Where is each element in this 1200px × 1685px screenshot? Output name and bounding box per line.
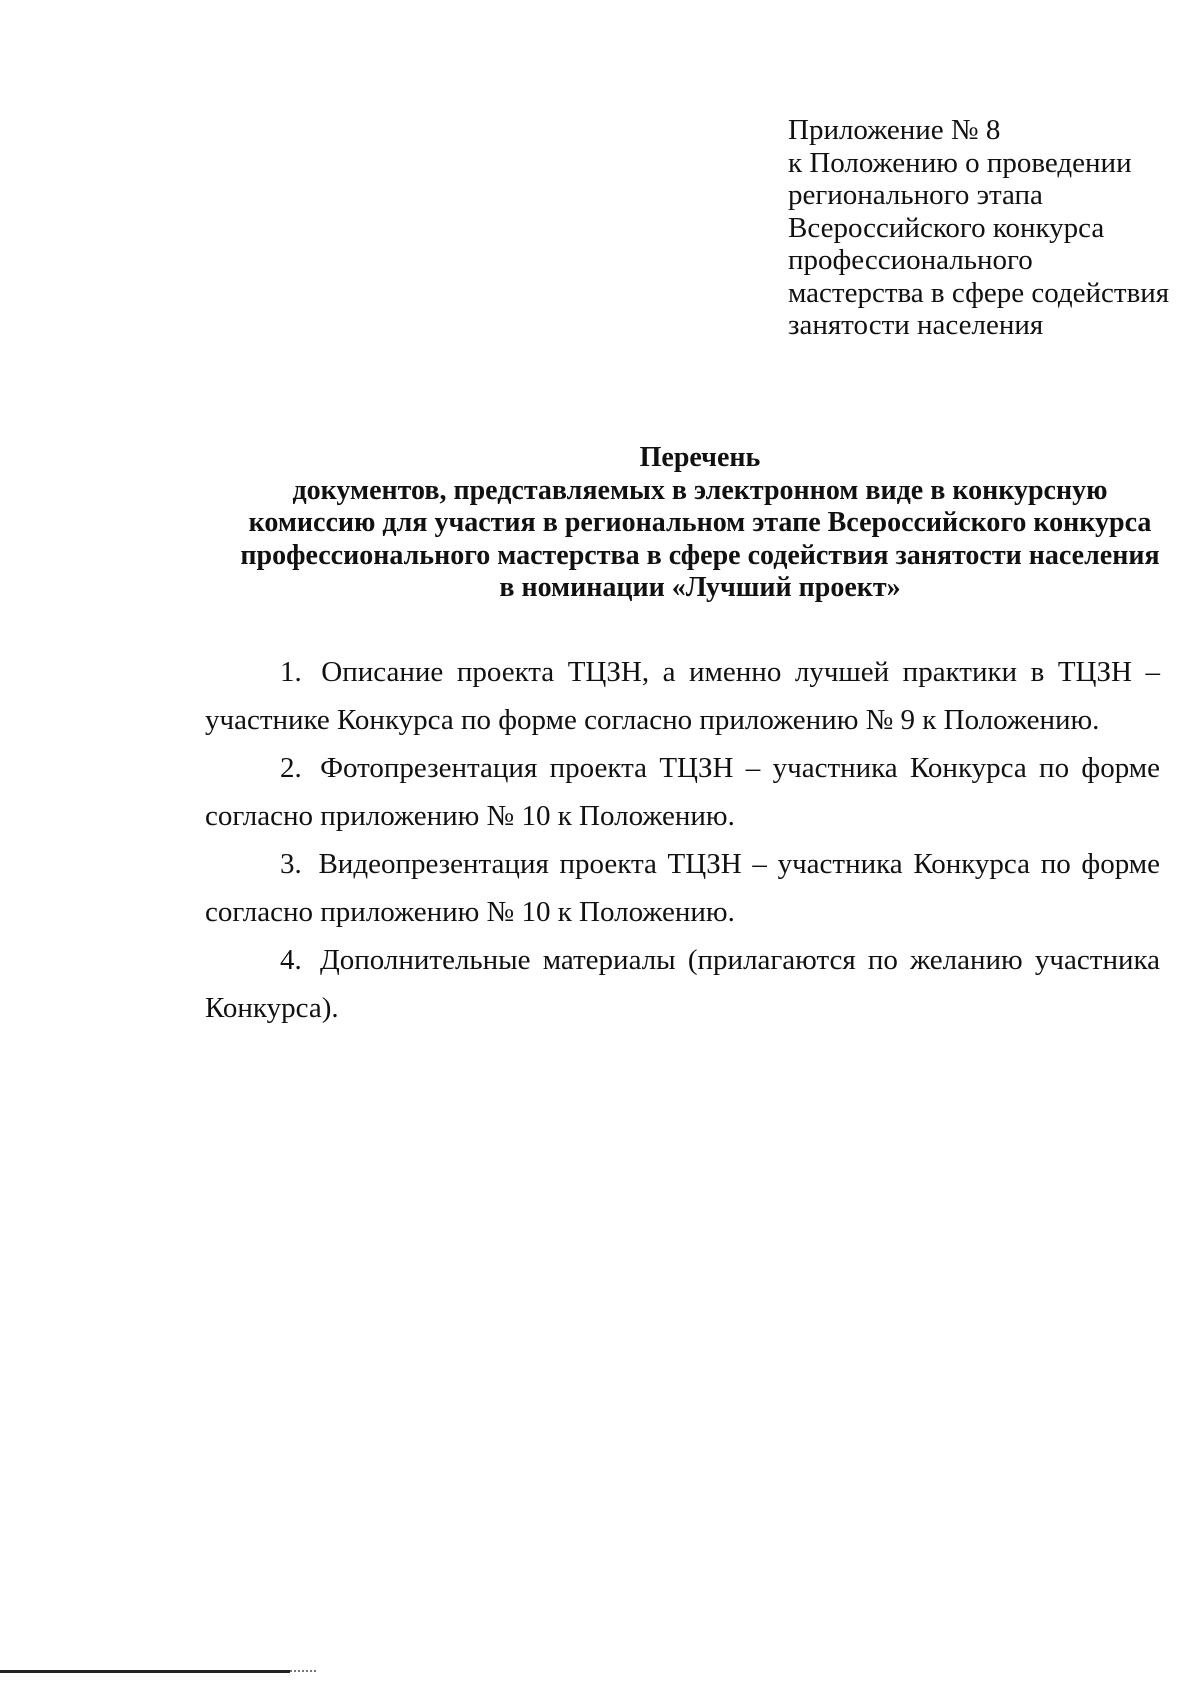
appendix-line: к Положению о проведении <box>788 146 1132 179</box>
appendix-line: Всероссийского конкурса <box>788 211 1105 244</box>
heading-line: документов, представляемых в электронном виде в конкурсную <box>292 474 1108 506</box>
list-item <box>205 648 1160 744</box>
list-item <box>205 744 1160 840</box>
item-number: 2. <box>280 752 302 784</box>
item-number: 1. <box>280 656 302 688</box>
item-number: 4. <box>280 944 302 976</box>
document-list <box>205 648 1160 1032</box>
item-number: 3. <box>280 848 302 880</box>
item-text: Дополнительные материалы (прилагаются по желанию участника Конкурса). <box>205 944 1160 1024</box>
heading-line: в номинации «Лучший проект» <box>499 572 901 603</box>
appendix-line: мастерства в сфере содействия <box>788 276 1170 309</box>
appendix-reference <box>788 114 1188 342</box>
appendix-line: профессионального <box>788 244 1033 276</box>
footer-divider <box>0 1670 290 1673</box>
document-heading <box>185 442 1200 605</box>
appendix-line: регионального этапа <box>788 179 1043 211</box>
appendix-line: Приложение № 8 <box>788 114 1001 146</box>
heading-title: Перечень <box>639 442 761 473</box>
item-text: Видеопрезентация проекта ТЦЗН – участника Конкурса по форме согласно приложению № 10 к Положению. <box>205 848 1161 928</box>
list-item <box>205 840 1160 936</box>
heading-line: комиссию для участия в региональном этапе Всероссийского конкурса <box>248 507 1152 538</box>
list-item <box>205 936 1160 1032</box>
item-text: Фотопрезентация проекта ТЦЗН – участника Конкурса по форме согласно приложению № 10 к Положению. <box>205 752 1160 832</box>
heading-line: профессионального мастерства в сфере содействия занятости населения <box>240 539 1160 571</box>
appendix-line: занятости населения <box>788 309 1044 341</box>
footer-divider-fade <box>290 1670 318 1672</box>
item-text: Описание проекта ТЦЗН, а именно лучшей практики в ТЦЗН – участнике Конкурса по форме согласно приложению № 9 к Положению. <box>205 656 1161 736</box>
